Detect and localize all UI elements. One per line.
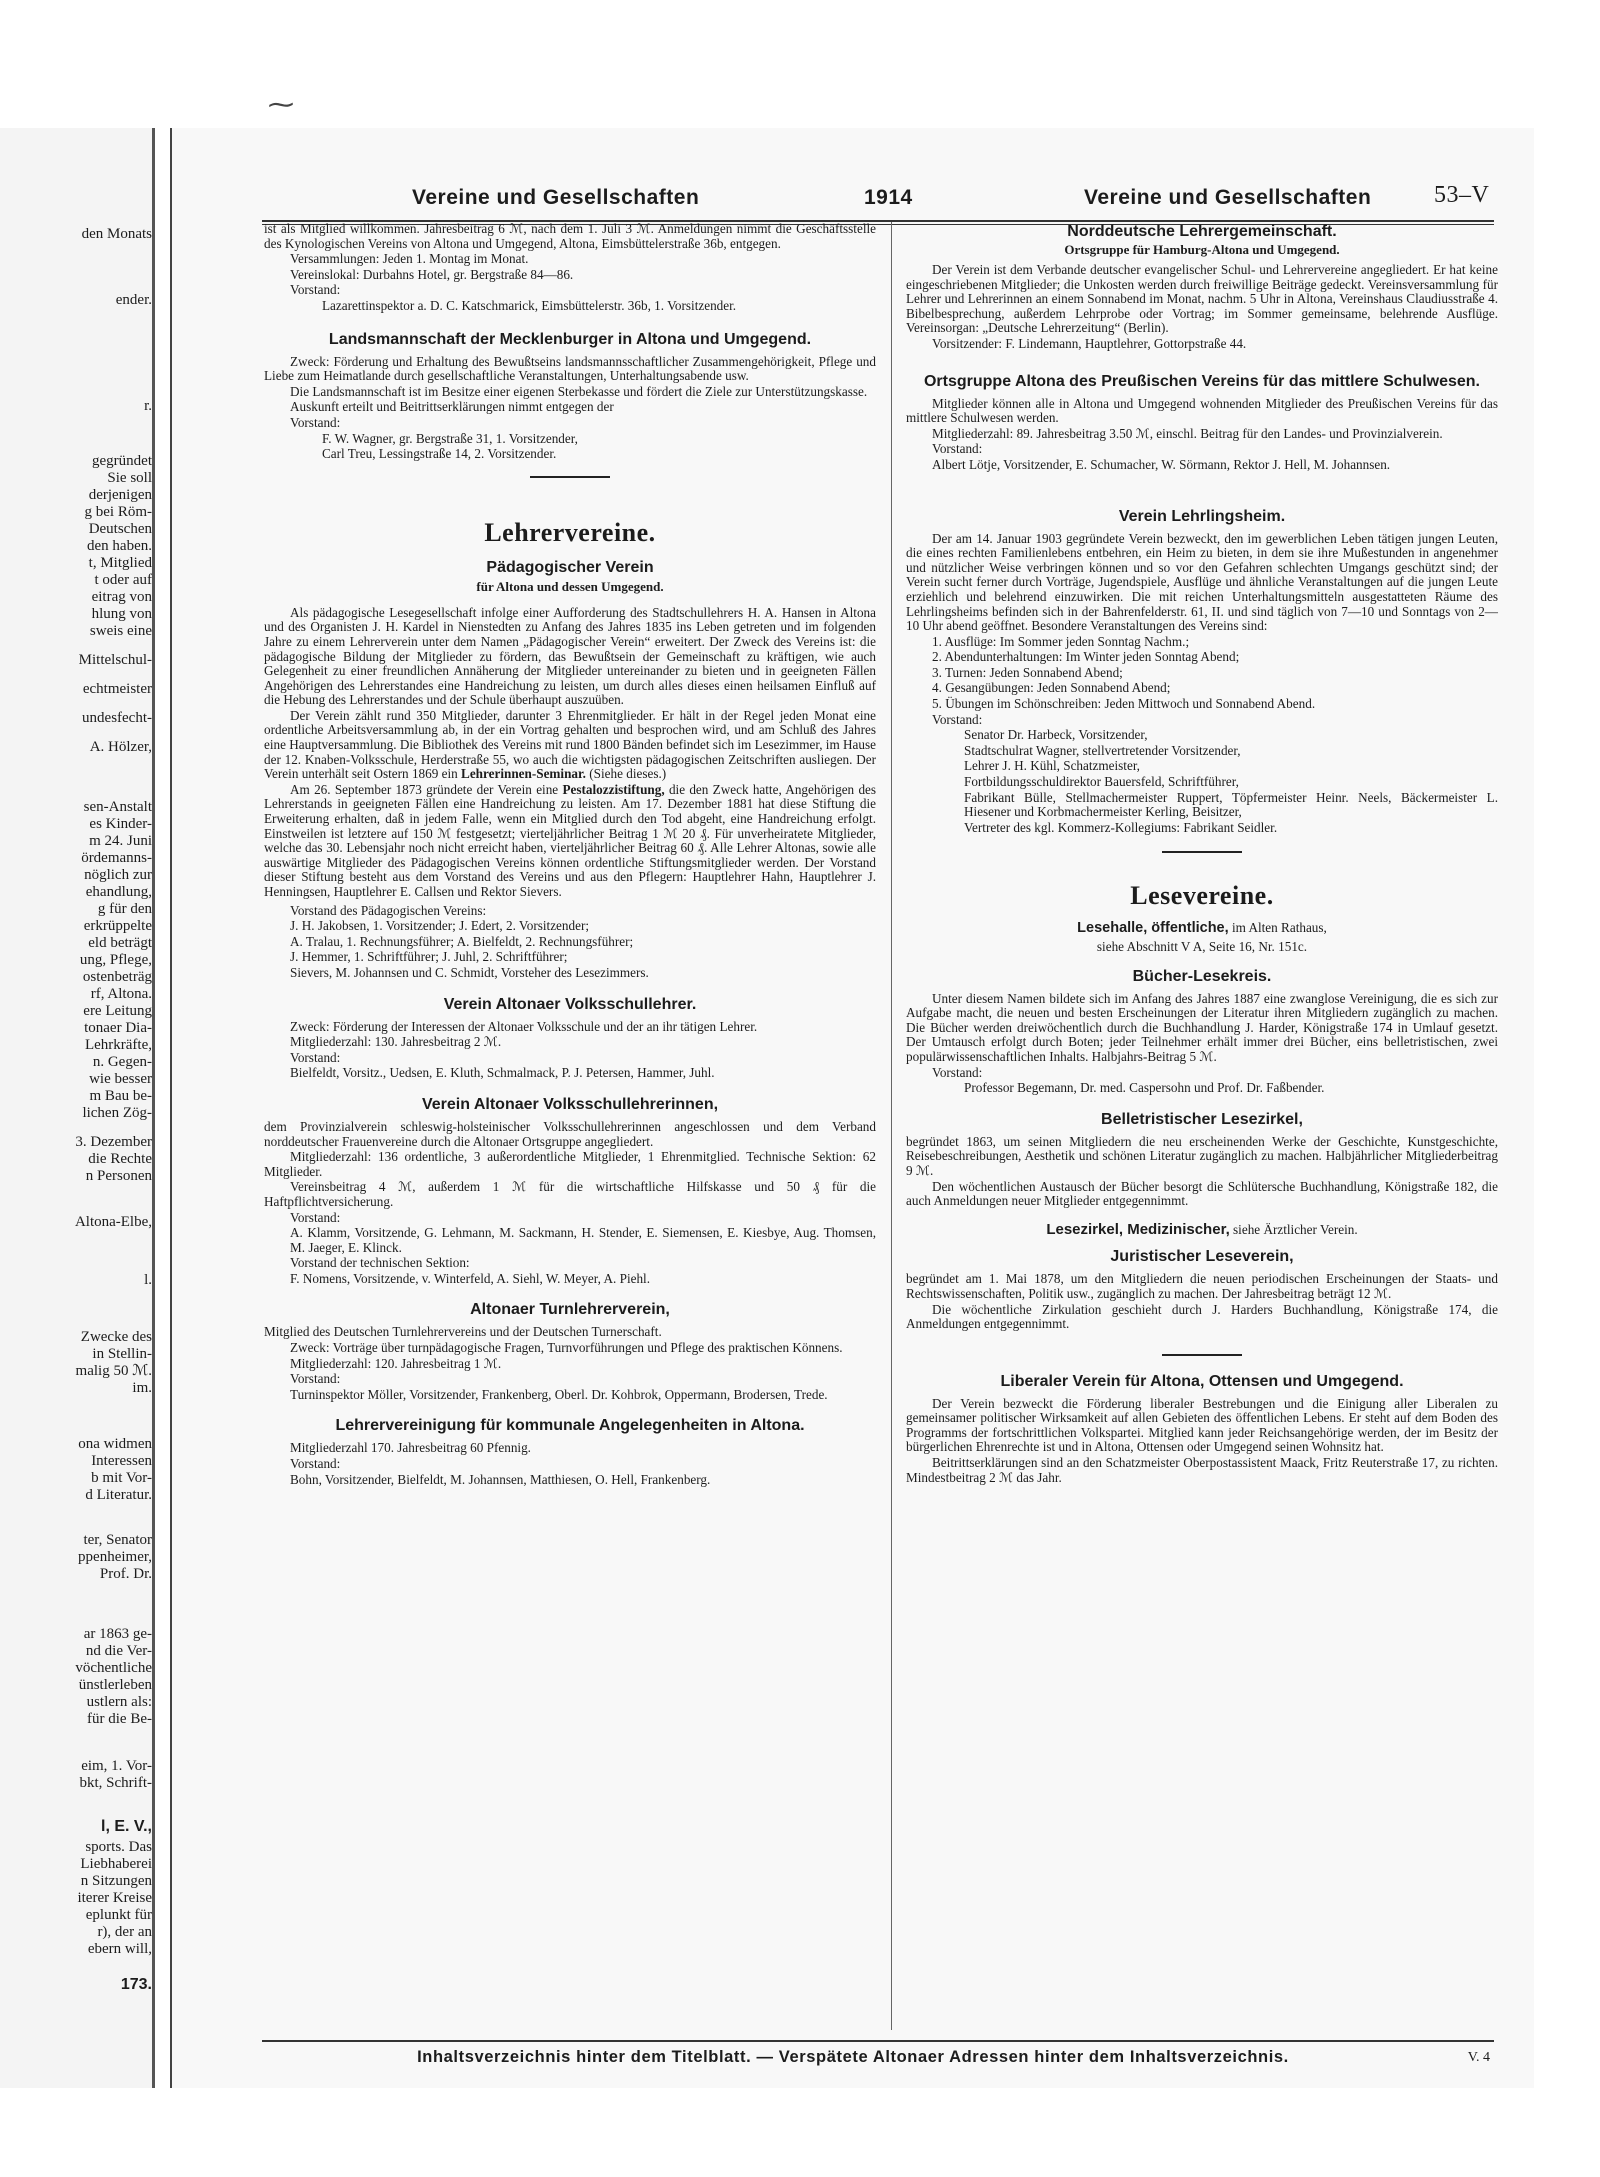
previous-page-line: 3. Dezember [75,1134,152,1150]
section-title-landsmannschaft: Landsmannschaft der Mecklenburger in Altona und Umgegend. [328,330,812,348]
previous-page-line: ostenbeträg [82,969,152,985]
lehrlingsheim-board-label: Vorstand: [932,711,983,727]
lesehalle-title: Lesehalle, öffentliche, [1077,920,1229,937]
previous-page-line: sen-Anstalt [83,799,152,815]
volksschullehrerinnen-tech-label: Vorstand der technischen Sektion: [290,1255,470,1271]
page-footer [172,2040,1534,2080]
buecher-board: Professor Begemann, Dr. med. Caspersohn und Prof. Dr. Faßbender. [964,1080,1325,1096]
volksschullehrerinnen-board: A. Klamm, Vorsitzende, G. Lehmann, M. Sackmann, H. Stender, E. Siemensen, E. Kiesbye, Aug. Thomsen, M. Jaeger, E. Klinck. [290,1225,876,1255]
jurist-text: begründet am 1. Mai 1878, um den Mitgliedern die neuen periodischen Erscheinungen der Staats- und Rechtswissenschaften, Politik usw., zugänglich zu machen. Der Jahresbeitrag beträgt 12 ℳ. [906,1271,1498,1301]
previous-page-line: die Rechte [88,1151,152,1167]
landsmannschaft-auskunft: Auskunft erteilt und Beitrittserklärungen nimmt entgegen der [290,399,614,415]
section-title-lehrlingsheim: Verein Lehrlingsheim. [1118,507,1286,525]
intro-venue: Vereinslokal: Durbahns Hotel, gr. Bergstraße 84—86. [290,266,574,282]
previous-page-line: ender. [115,292,152,308]
lehrlingsheim-board-4: Fortbildungsschuldirektor Bauersfeld, Schriftführer, [964,774,1239,790]
previous-page-line: derjenigen [88,487,152,503]
turnlehrer-board-label: Vorstand: [290,1371,341,1387]
volksschullehrer-board-label: Vorstand: [290,1049,341,1065]
previous-page-line: eplunkt für [85,1907,152,1923]
bellet-text: begründet 1863, um seinen Mitgliedern die neu erscheinenden Werke der Geschichte, Kunstgeschichte, Reisebeschreibungen, Aesthetik und schönen Literatur zugänglich zu machen. Halbjährlicher Mitgliederbeitrag 9 ℳ. [906,1133,1498,1178]
heading-lesevereine: Lesevereine. [1130,881,1274,911]
previous-page-line: m Bau be- [89,1088,152,1104]
previous-page-line: sports. Das [85,1839,152,1855]
lesehalle-entry [906,921,1498,936]
running-head-year: 1914 [864,186,913,209]
buecher-text: Unter diesem Namen bildete sich im Anfang des Jahres 1887 eine zwanglose Vereinigung, die es sich zur Aufgabe macht, die neuen und besten Erscheinungen der Literatur ihren Mitgliedern zugänglich zu machen. Die Bücher werden dreiwöchentlich durch die Buchhandlung J. Harder, Königstraße 174 in Umlauf gesetzt. Der Umtausch erfolgt durch Boten; jeder Teilnehmer erhält immer drei Bücher, eins belletristischen, zwei populärwissenschaftlichen Inhalts. Halbjahrs-Beitrag 5 ℳ. [906,990,1498,1064]
turnlehrer-zweck: Zweck: Vorträge über turnpädagogische Fragen, Turnvorführungen und Pflege des praktischen Könnens. [290,1340,843,1356]
previous-page-line: Prof. Dr. [99,1566,152,1582]
section-title-belletristischer-lesezirkel: Belletristischer Lesezirkel, [1101,1110,1303,1128]
previous-page-line: es Kinder- [89,816,152,832]
paed-membership [264,709,876,782]
link-lehrerinnen-seminar: Lehrerinnen-Seminar. [461,766,586,782]
previous-page-line: Lehrkräfte, [84,1037,152,1053]
medizinischer-lesezirkel-title: Lesezirkel, Medizinischer, [1046,1220,1230,1238]
landsmannschaft-board-label: Vorstand: [290,414,341,430]
intro-meetings: Versammlungen: Jeden 1. Montag im Monat. [290,251,529,267]
preussischen-fees: Mitgliederzahl: 89. Jahresbeitrag 3.50 ℳ, einschl. Beitrag für den Landes- und Provinzialverein. [932,425,1443,441]
section-title-paedagogischer-verein: Pädagogischer Verein [486,558,654,576]
previous-page-line: ehandlung, [85,884,152,900]
running-head-left: Vereine und Gesellschaften [412,186,700,209]
previous-page-line: den Monats [81,226,152,242]
previous-page-line: vöchentliche [75,1660,152,1676]
handwritten-mark: ⁓ [268,90,294,119]
previous-page-line: Liebhaberei [80,1856,152,1872]
lehrlingsheim-board-2: Stadtschulrat Wagner, stellvertretender Vorsitzender, [964,742,1241,758]
turnlehrer-board: Turninspektor Möller, Vorsitzender, Frankenberg, Oberl. Dr. Kohbrok, Oppermann, Brodersen, Trede. [290,1386,828,1402]
previous-page-line: n Sitzungen [80,1873,152,1889]
lehrlingsheim-event-3: 3. Turnen: Jeden Sonnabend Abend; [932,664,1123,680]
page-number: 53–V [1434,182,1490,208]
landsmannschaft-board-1: F. W. Wagner, gr. Bergstraße 31, 1. Vorsitzender, [322,430,578,446]
previous-page-line: hlung von [91,606,152,622]
lehrlingsheim-event-5: 5. Übungen im Schönschreiben: Jeden Mittwoch und Sonnabend Abend. [932,696,1316,712]
section-title-norddeutsche-lehrergemeinschaft: Norddeutsche Lehrergemeinschaft. [1067,223,1337,240]
preussischen-board: Albert Lötje, Vorsitzender, E. Schumacher, W. Sörmann, Rektor J. Hell, M. Johannsen. [932,456,1391,472]
lehrlingsheim-board-1: Senator Dr. Harbeck, Vorsitzender, [964,727,1148,743]
lehrlingsheim-board-3: Lehrer J. H. Kühl, Schatzmeister, [964,758,1140,774]
previous-page-line: t oder auf [94,572,152,588]
paed-history: Als pädagogische Lesegesellschaft infolge einer Aufforderung des Stadtschullehrers H. A. Hansen in Altona und des Organisten J. H. Kardel in Nienstedten zu Anfang des Jahres 1835 ins Leben getreten und im folgenden Jahre zu einem Lehrerverein unter dem Namen „Pädagogischer Verein“ erweitert. Der Zweck des Vereins ist: die pädagogische Bildung der Mitglieder zu fördern, das Bewußtsein der Gemeinschaft zu kräftigen, wie auch Gelegenheit zu einer freundlichen Annäherung der Mitglieder untereinander zu bieten und in geeigneten Fällen Angehörigen des Lehrerstandes eine Handreichung zu leisten, um durch alles dieses einen heilsamen Einfluß auf die Hebung des Lehrerstandes und der Schule überhaupt auszuüben. [264,604,876,708]
previous-page-line: Interessen [91,1453,152,1469]
previous-page-line: wie besser [89,1071,152,1087]
previous-page-line: b mit Vor- [91,1470,152,1486]
lehrlingsheim-board-5: Fabrikant Bülle, Stellmachermeister Ruppert, Töpfermeister Heinr. Neels, Bäckermeister L. Hiesener und Korbmachermeister Kerling, Beisitzer, [964,789,1498,820]
landsmannschaft-zweck: Zweck: Förderung und Erhaltung des Bewußtseins landsmannsschaftlicher Zusammengehörigkeit, Pflege und Liebe zum Heimatlande durch gesellschaftliche Veranstaltungen, Unterhaltungsabende usw. [264,353,876,384]
previous-page-line: ünstlerleben [78,1677,152,1693]
previous-page-line: ördemanns- [81,850,152,866]
previous-page-line: den haben. [87,538,152,554]
intro-board: Lazarettinspektor a. D. C. Katschmarick, Eimsbüttelerstr. 36b, 1. Vorsitzender. [322,297,737,313]
turnlehrer-intro: Mitglied des Deutschen Turnlehrervereins und der Deutschen Turnerschaft. [264,1324,662,1340]
previous-page-line: undesfecht- [82,710,152,726]
previous-page-line: lichen Zög- [82,1105,152,1121]
previous-page-line: Sie soll [107,470,152,486]
previous-page-line: echtmeister [82,681,152,697]
lehrlingsheim-event-1: 1. Ausflüge: Im Sommer jeden Sonntag Nachm.; [932,633,1190,649]
signature-mark: V. 4 [1467,2050,1490,2065]
section-title-preussischer-verein: Ortsgruppe Altona des Preußischen Vereins für das mittlere Schulwesen. [923,372,1480,390]
liberaler-text: Der Verein bezweckt die Förderung liberaler Bestrebungen und die Einigung aller Liberalen zu gemeinsamer politischer Wirksamkeit auf allen Gebieten des öffentlichen Lebens. Er steht auf dem Boden des Programms der fortschrittlichen Volkspartei. Mitglied kann jeder Reichsangehörige werden, der im Besitz der bürgerlichen Ehrenrechte ist und in Altona, Ottensen oder Umgegend seinen Wohnsitz hat. [906,1395,1498,1455]
volksschullehrer-members: Mitgliederzahl: 130. Jahresbeitrag 2 ℳ. [290,1034,502,1050]
lesehalle-reference: siehe Abschnitt V A, Seite 16, Nr. 151c. [1096,939,1308,954]
footer-note: Inhaltsverzeichnis hinter dem Titelblatt. — Verspätete Altonaer Adressen hinter dem Inhaltsverzeichnis. [417,2048,1289,2066]
previous-page-line: ere Leitung [83,1003,152,1019]
previous-page-line: n. Gegen- [92,1054,152,1070]
previous-page-line: r), der an [97,1924,152,1940]
intro-board-label: Vorstand: [290,282,341,298]
volksschullehrerinnen-intro: dem Provinzialverein schleswig-holsteinischer Volksschullehrerinnen angeschlossen und dem Verband norddeutscher Frauenvereine durch die Altonaer Ortsgruppe angegliedert. [264,1118,876,1149]
column-divider [891,222,892,2030]
section-title-juristischer-leseverein: Juristischer Leseverein, [1110,1248,1294,1266]
previous-page-line: d Literatur. [85,1487,152,1503]
previous-page-line: ebern will, [87,1941,152,1957]
separator-rule [530,476,610,478]
previous-page-line: g bei Röm- [84,504,152,520]
previous-page-line: ung, Pflege, [79,952,152,968]
volksschullehrer-zweck: Zweck: Förderung der Interessen der Altonaer Volksschule und der an ihr tätigen Lehrer. [290,1018,758,1034]
preussischen-board-label: Vorstand: [932,441,983,457]
section-subtitle-paedagogischer-verein: für Altona und dessen Umgegend. [476,578,664,594]
previous-page-line: malig 50 ℳ. [75,1363,152,1379]
jurist-circulation: Die wöchentliche Zirkulation geschieht durch J. Harders Buchhandlung, Königstraße 174, die Anmeldungen entgegennimmt. [906,1301,1498,1332]
bellet-exchange: Den wöchentlichen Austausch der Bücher besorgt die Schlütersche Buchhandlung, Königstraße 182, die auch Anmeldungen neuer Mitglieder entgegennimmt. [906,1178,1498,1209]
turnlehrer-members: Mitgliederzahl: 120. Jahresbeitrag 1 ℳ. [290,1355,502,1371]
previous-page-line: erkrüppelte [83,918,152,934]
landsmannschaft-kasse: Die Landsmannschaft ist im Besitze einer eigenen Sterbekasse und fördert die Ziele zur Unterstützungskasse. [290,383,868,399]
section-subtitle-norddeutsche: Ortsgruppe für Hamburg-Altona und Umgegend. [1064,242,1340,257]
volksschullehrerinnen-fees: Vereinsbeitrag 4 ℳ, außerdem 1 ℳ für die wirtschaftliche Hilfskasse und 50 ₰ für die Haftpflichtversicherung. [264,1179,876,1209]
previous-page-line: Zwecke des [80,1329,152,1345]
previous-page-line: ustlern als: [86,1694,152,1710]
norddeutsche-chair: Vorsitzender: F. Lindemann, Hauptlehrer, Gottorpstraße 44. [932,335,1247,351]
previous-page-line: gegründet [92,453,152,469]
previous-page-line: rf, Altona. [90,986,152,1002]
page-header [172,180,1534,220]
buecher-board-label: Vorstand: [932,1064,983,1080]
previous-page-line: für die Be- [87,1711,152,1727]
volksschullehrerinnen-tech-board: F. Nomens, Vorsitzende, v. Winterfeld, A. Siehl, W. Meyer, A. Piehl. [290,1270,651,1286]
previous-page-line: bkt, Schrift- [79,1775,152,1791]
lehrlingsheim-event-2: 2. Abendunterhaltungen: Im Winter jeden Sonntag Abend; [932,649,1240,665]
separator-rule [1162,1354,1242,1356]
heading-lehrervereine: Lehrervereine. [484,517,656,547]
kommunale-board-label: Vorstand: [290,1456,341,1472]
running-head-right: Vereine und Gesellschaften [1084,186,1372,209]
section-title-volksschullehrerinnen: Verein Altonaer Volksschullehrerinnen, [421,1095,719,1113]
previous-page-line: sweis eine [89,623,152,639]
medizinischer-lesezirkel-entry [906,1220,1498,1238]
liberaler-membership: Beitrittserklärungen sind an den Schatzmeister Oberpostassistent Maack, Fritz Reuterstraße 17, zu richten. Mindestbeitrag 2 ℳ das Jahr. [906,1455,1498,1485]
section-title-kommunale-angelegenheiten: Lehrervereinigung für kommunale Angelegenheiten in Altona. [335,1417,805,1435]
volksschullehrerinnen-members: Mitgliederzahl: 136 ordentliche, 3 außerordentliche Mitglieder, 1 Ehrenmitglied. Technische Sektion: 62 Mitglieder. [264,1149,876,1179]
previous-page-line: eld beträgt [88,935,152,951]
separator-rule [1162,851,1242,853]
section-title-turnlehrerverein: Altonaer Turnlehrerverein, [470,1301,670,1319]
previous-page-line: ar 1863 ge- [83,1626,152,1642]
paed-stiftung [264,783,876,900]
intro-text: ist als Mitglied willkommen. Jahresbeitrag 6 ℳ, nach dem 1. Juli 3 ℳ. Anmeldungen nimmt die Geschäftsstelle des Kynologischen Vereins von Altona und Umgegend, Altona, Eimsbüttelerstraße 36b, entgegen. [264,221,876,251]
paed-board-3: J. Hemmer, 1. Schriftführer; J. Juhl, 2. Schriftführer; [290,949,568,965]
volksschullehrer-board: Bielfeldt, Vorsitz., Uedsen, E. Kluth, Schmalmack, P. J. Petersen, Hammer, Juhl. [290,1065,715,1081]
previous-page-line: Altona-Elbe, [74,1214,152,1230]
section-title-volksschullehrer: Verein Altonaer Volksschullehrer. [443,995,697,1013]
previous-page-line: g für den [97,901,152,917]
previous-page-line: A. Hölzer, [89,739,152,755]
previous-page-line: ter, Senator [83,1532,152,1548]
link-pestalozzistiftung: Pestalozzistiftung, [562,781,665,797]
right-column [906,222,1498,1486]
previous-page-line: iterer Kreise [77,1890,152,1906]
previous-page-line: tonaer Dia- [84,1020,152,1036]
previous-page-line: eim, 1. Vor- [81,1758,152,1774]
paed-stiftung-text: die den Zweck hatte, Angehörigen des Lehrerstands in geeigneten Fällen eine Handreichung zu leisten. Am 17. Dezember 1881 hat diese Stiftung die Erweiterung erhalten, daß in jedem Falle, wenn ein Mitglied durch den Tod abgeht, eine Handreichung erfolgt. Einstweilen ist letztere auf 150 ℳ festgesetzt; vierteljährlicher Beitrag 1 ℳ 20 ₰. Für unverheiratete Mitglieder, welche das 30. Lebensjahr noch nicht erreicht haben, vierteljährlicher Beitrag 60 ₰. Alle Lehrer Altonas, sowie alle auswärtige Mitglieder des Pädagogischen Vereins können ordentliche Stiftungsmitglieder werden. Der Vorstand dieser Stiftung besteht aus dem Vorstand des Vereins und aus den Pflegern: Hauptlehrer Hahn, Hauptlehrer J. Henningsen, Hauptlehrer E. Callsen und Rektor Sievers. [264,781,877,899]
lehrlingsheim-board-6: Vertreter des kgl. Kommerz-Kollegiums: Fabrikant Seidler. [964,819,1278,835]
norddeutsche-text: Der Verein ist dem Verbande deutscher evangelischer Schul- und Lehrervereine angegliedert. Er hat keine eingeschriebenen Mitglieder; die Unkosten werden durch freiwillige Beiträge gedeckt. Vereinsversammlung für Lehrer und Lehrerinnen an einem Sonnabend im Monat, nachm. 5 Uhr in Altona, Vereinshaus Claudiusstraße 4. Bibelbesprechung, außerdem Lehrprobe oder Vortrag; im Sommer gemeinsame, belehrende Ausflüge. Vereinsorgan: „Deutsche Lehrerzeitung“ (Berlin). [906,262,1498,336]
paed-board-1: J. H. Jakobsen, 1. Vorsitzender; J. Edert, 2. Vorsitzender; [290,918,589,934]
previous-page-line: Deutschen [88,521,152,537]
previous-page-line: in Stellin- [92,1346,152,1362]
volksschullehrerinnen-board-label: Vorstand: [290,1209,341,1225]
paed-board-2: A. Tralau, 1. Rechnungsführer; A. Bielfeldt, 2. Rechnungsführer; [290,933,634,949]
previous-page-line: eitrag von [91,589,152,605]
directory-page [170,128,1534,2088]
left-column [264,222,876,1488]
previous-page-fragment [0,128,155,2088]
kommunale-board: Bohn, Vorsitzender, Bielfeldt, M. Johannsen, Matthiesen, O. Hell, Frankenberg. [290,1471,711,1487]
section-title-buecher-lesekreis: Bücher-Lesekreis. [1132,967,1272,985]
paed-stiftung-intro: Am 26. September 1873 gründete der Verein eine [290,781,559,797]
previous-page-line: t, Mitglied [88,555,152,571]
kommunale-members: Mitgliederzahl 170. Jahresbeitrag 60 Pfennig. [290,1440,531,1456]
previous-page-line: ona widmen [78,1436,152,1452]
previous-page-line: m 24. Juni [89,833,152,849]
paed-membership-ref: (Siehe dieses.) [589,766,667,782]
previous-page-line: l. [144,1272,152,1288]
paed-board-label: Vorstand des Pädagogischen Vereins: [290,902,487,918]
lehrlingsheim-event-4: 4. Gesangübungen: Jeden Sonnabend Abend; [932,680,1171,696]
previous-page-line: Mittelschul- [78,652,152,668]
paed-board-4: Sievers, M. Johannsen und C. Schmidt, Vorsteher des Lesezimmers. [290,964,649,980]
preussischen-members-text: Mitglieder können alle in Altona und Umgegend wohnenden Mitglieder des Preußischen Vereins für das mittlere Schulwesen werden. [906,395,1498,426]
previous-page-line: l, E. V., [101,1818,152,1835]
lesehalle-location: im Alten Rathaus, [1231,920,1327,936]
paed-membership-text: Der Verein zählt rund 350 Mitglieder, darunter 3 Ehrenmitglieder. Er hält in der Regel jeden Monat eine ordentliche Arbeitsversammlung ab, in der ein Vortrag gehalten und besprochen wird, und am Schluß des Jahres eine Hauptversammlung. Die Bibliothek des Vereins mit rund 1800 Bänden befindet sich im Lesezimmer, im Hause der 12. Knaben-Volksschule, Herderstraße 55, wo auch die wichtigsten pädagogischen Zeitschriften ausliegen. Der Verein unterhält seit Ostern 1869 ein [264,707,876,782]
previous-page-line: r. [144,398,152,414]
previous-page-line: nöglich zur [84,867,152,883]
landsmannschaft-board-2: Carl Treu, Lessingstraße 14, 2. Vorsitzender. [322,446,557,462]
section-title-liberaler-verein: Liberaler Verein für Altona, Ottensen und Umgegend. [1000,1372,1404,1390]
previous-page-line: ppenheimer, [78,1549,152,1565]
lehrlingsheim-text: Der am 14. Januar 1903 gegründete Verein bezweckt, den im gewerblichen Leben tätigen jungen Leuten, die eines rechten Familienlebens entbehren, ein Heim zu bieten, in dem sie ihre Mußestunden in angenehmer und nützlicher Weise verbringen können und so vor den Gefahren schlechten Umgangs geschützt sind; der Verein sucht ferner durch Vorträge, Jugendspiele, Ausflüge und ähnliche Veranstaltungen auf die jungen Leute erziehlich und belehrend einzuwirken. Die mit reichen Unterhaltungsmitteln ausgestatteten Räume des Lehrlingsheims befinden sich in der Bahrenfelderstr. 61, II. und sind täglich von 7—10 und Sonntags von 2—10 Uhr abend geöffnet. Besondere Veranstaltungen des Vereins sind: [906,530,1498,634]
previous-page-line: n Personen [85,1168,152,1184]
footer-rule [262,2040,1494,2042]
previous-page-line: im. [132,1380,152,1396]
previous-page-line: 173. [120,1976,152,1993]
medizinischer-lesezirkel-ref: siehe Ärztlicher Verein. [1233,1221,1358,1237]
previous-page-line: nd die Ver- [85,1643,152,1659]
